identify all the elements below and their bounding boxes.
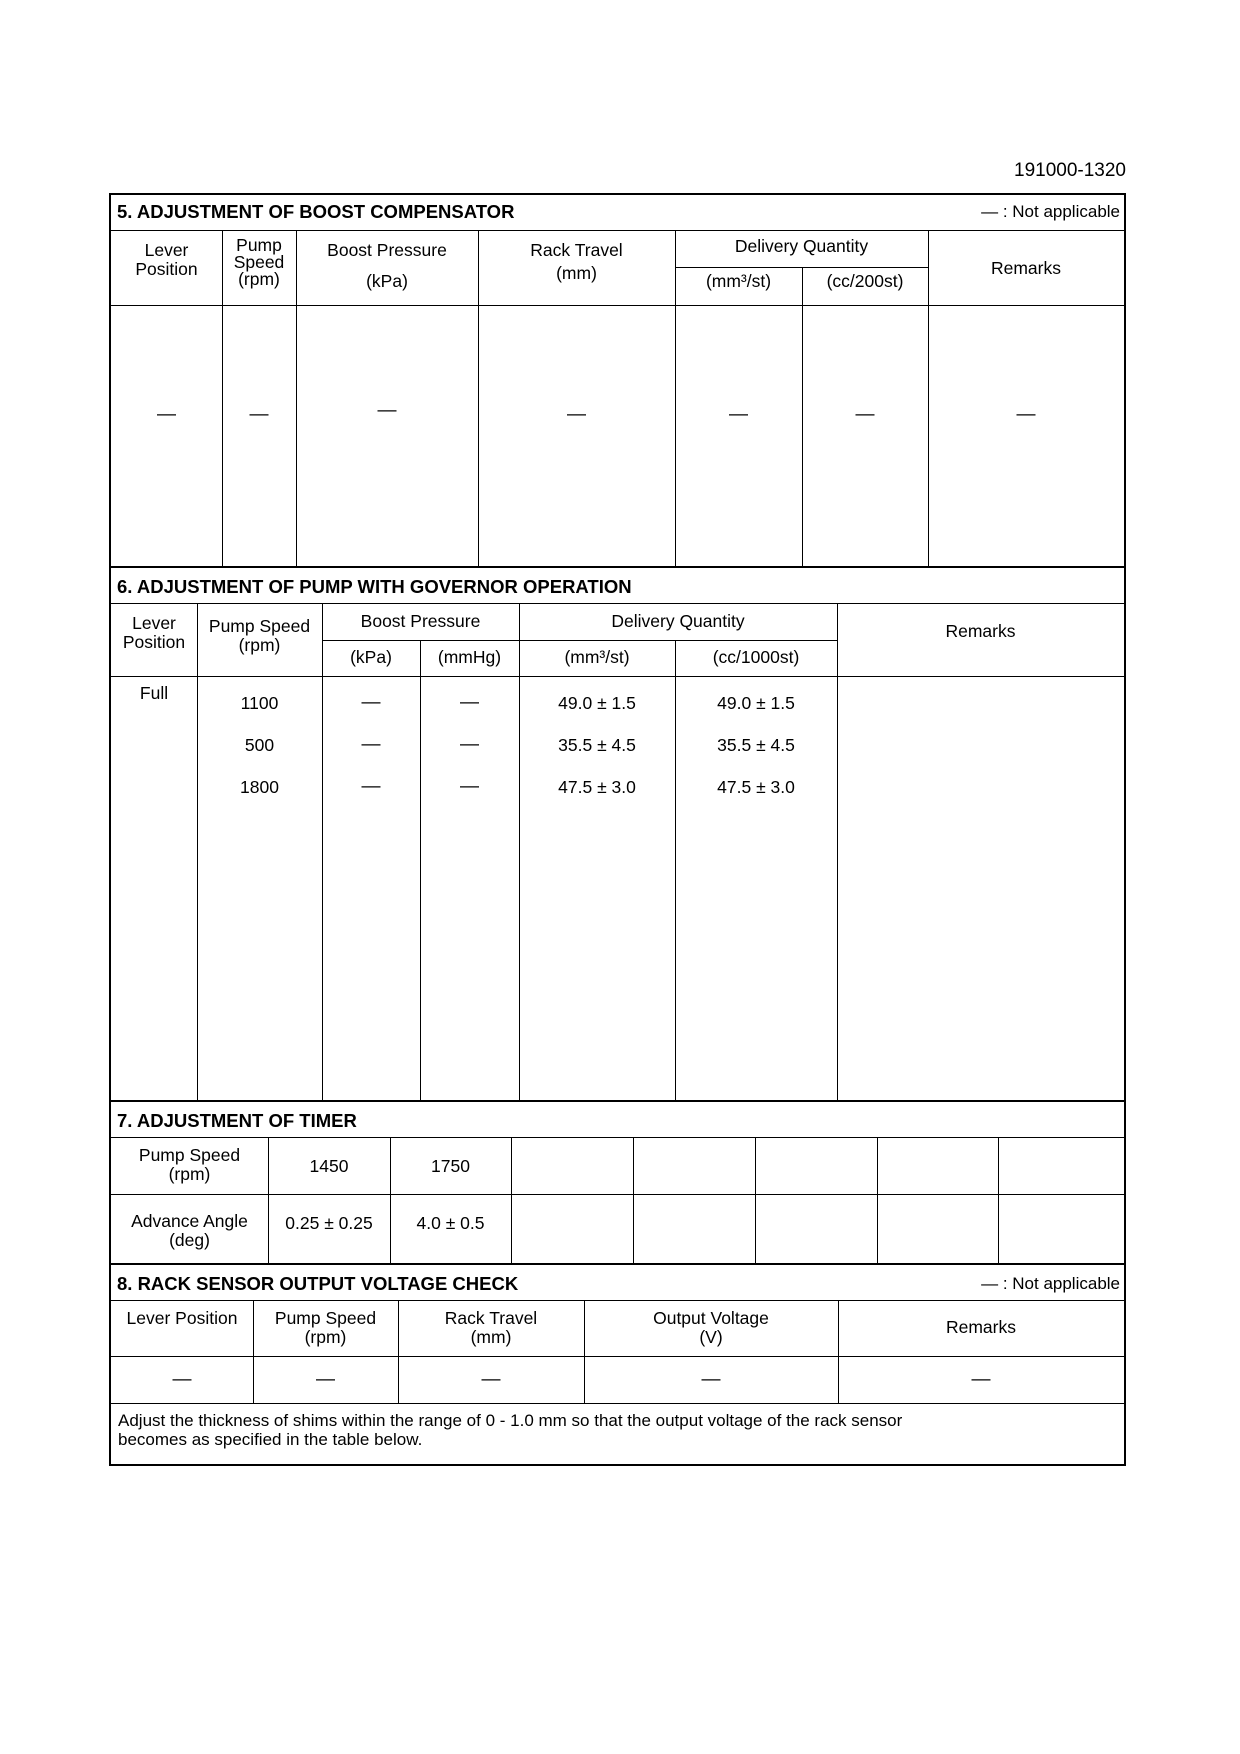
s6-cell-mm3: 49.0 ± 1.5 xyxy=(558,693,636,713)
s5-header-boost-unit: (kPa) xyxy=(366,271,408,291)
s6-cell-speed: 1800 xyxy=(240,777,279,797)
s5-cell: — xyxy=(855,404,875,425)
s7-speed-value: 1750 xyxy=(431,1156,470,1176)
s5-divider xyxy=(928,231,929,567)
s5-cell: — xyxy=(567,404,586,425)
s6-divider xyxy=(197,604,198,1101)
s8-instruction-note: Adjust the thickness of shims within the range of 0 - 1.0 mm so that the output voltage of the rack sensor becomes as specified in the table below. xyxy=(118,1411,903,1450)
s8-row-bottom-line xyxy=(109,1403,1126,1404)
s5-header-boost-pressure: Boost Pressure xyxy=(327,240,447,260)
s7-divider xyxy=(633,1138,634,1264)
s6-cell-cc: 47.5 ± 3.0 xyxy=(717,777,795,797)
s6-cell-speed: 1100 xyxy=(240,693,279,713)
s5-cell: — xyxy=(249,404,269,425)
s8-header-bottom-line xyxy=(109,1356,1126,1357)
section-6-title: 6. ADJUSTMENT OF PUMP WITH GOVERNOR OPERATION xyxy=(117,576,632,597)
s8-cell: — xyxy=(481,1369,501,1390)
s6-cell-mmhg: — xyxy=(460,776,479,797)
s6-header-delivery-unit-mm3: (mm³/st) xyxy=(564,647,630,667)
s5-cell: — xyxy=(377,400,397,421)
s6-divider xyxy=(519,604,520,1101)
s8-cell: — xyxy=(316,1369,335,1390)
s8-cell: — xyxy=(971,1369,991,1390)
s7-divider xyxy=(755,1138,756,1264)
section-8-title: 8. RACK SENSOR OUTPUT VOLTAGE CHECK xyxy=(117,1273,519,1294)
s5-header-pump-speed: Pump Speed (rpm) xyxy=(233,235,285,290)
s6-divider xyxy=(322,604,323,1101)
s6-header-pump-speed: Pump Speed (rpm) xyxy=(208,616,311,655)
s7-divider xyxy=(877,1138,878,1264)
s8-cell: — xyxy=(172,1369,192,1390)
s6-cell-mm3: 47.5 ± 3.0 xyxy=(558,777,636,797)
s7-label-advance-angle: Advance Angle (deg) xyxy=(131,1211,248,1250)
s6-cell-speed: 500 xyxy=(244,735,275,755)
s6-header-boost-unit-kpa: (kPa) xyxy=(350,647,392,667)
s6-header-remarks: Remarks xyxy=(945,621,1016,641)
section-5-title-bar xyxy=(109,193,1126,231)
s6-header-boost-pressure: Boost Pressure xyxy=(360,611,481,631)
s5-header-lever-position: Lever Position xyxy=(135,240,198,279)
section-8-title-bar xyxy=(109,1263,1126,1301)
s6-header-delivery-unit-cc: (cc/1000st) xyxy=(712,647,800,667)
s7-angle-value: 0.25 ± 0.25 xyxy=(285,1213,373,1233)
s8-header-rack-travel: Rack Travel (mm) xyxy=(444,1308,538,1347)
s7-divider xyxy=(511,1138,512,1264)
s5-header-rack-travel-unit: (mm) xyxy=(556,263,597,283)
s6-cell-kpa: — xyxy=(361,734,381,755)
s6-cell-kpa: — xyxy=(361,692,381,713)
section-6-title-bar xyxy=(109,566,1126,604)
s8-header-pump-speed: Pump Speed (rpm) xyxy=(274,1308,377,1347)
s6-lever-value: Full xyxy=(139,683,169,703)
s6-cell-mmhg: — xyxy=(460,692,479,713)
s6-cell-cc: 35.5 ± 4.5 xyxy=(717,735,795,755)
s6-cell-mm3: 35.5 ± 4.5 xyxy=(558,735,636,755)
document-number: 191000-1320 xyxy=(1014,160,1126,181)
s6-cell-kpa: — xyxy=(361,776,381,797)
s6-divider xyxy=(837,604,838,1101)
s5-header-delivery-quantity: Delivery Quantity xyxy=(734,236,869,256)
s6-header-lever-position: Lever Position xyxy=(122,613,186,652)
section-5-legend: — : Not applicable xyxy=(981,202,1120,221)
s6-header-boost-unit-mmhg: (mmHg) xyxy=(437,647,502,667)
s6-header-bottom-line xyxy=(109,676,1126,677)
s7-divider xyxy=(998,1138,999,1264)
s8-header-lever-position: Lever Position xyxy=(126,1308,238,1328)
section-7-title: 7. ADJUSTMENT OF TIMER xyxy=(117,1110,357,1131)
s5-subheader-line xyxy=(675,267,928,268)
s7-row-line xyxy=(109,1194,1126,1195)
s5-cell: — xyxy=(729,404,748,425)
s6-subheader-line xyxy=(322,640,837,641)
s8-cell: — xyxy=(701,1369,721,1390)
s8-header-remarks: Remarks xyxy=(945,1317,1016,1337)
s5-header-delivery-unit-mm3: (mm³/st) xyxy=(705,271,772,291)
s5-header-remarks: Remarks xyxy=(990,258,1061,278)
s6-cell-cc: 49.0 ± 1.5 xyxy=(717,693,795,713)
s6-cell-mmhg: — xyxy=(460,734,479,755)
section-7-title-bar xyxy=(109,1100,1126,1138)
s6-header-delivery-quantity: Delivery Quantity xyxy=(611,611,745,631)
s5-header-rack-travel: Rack Travel xyxy=(530,240,623,260)
s7-speed-value: 1450 xyxy=(309,1156,349,1176)
s7-label-pump-speed: Pump Speed (rpm) xyxy=(138,1145,241,1184)
s8-header-output-voltage: Output Voltage (V) xyxy=(653,1308,769,1347)
s5-header-bottom-line xyxy=(109,305,1126,306)
s5-cell: — xyxy=(157,404,176,425)
section-5-title: 5. ADJUSTMENT OF BOOST COMPENSATOR xyxy=(117,201,515,222)
s5-cell: — xyxy=(1016,404,1036,425)
s5-header-delivery-unit-cc: (cc/200st) xyxy=(826,271,904,291)
section-8-legend: — : Not applicable xyxy=(981,1274,1120,1293)
s7-angle-value: 4.0 ± 0.5 xyxy=(416,1213,485,1233)
